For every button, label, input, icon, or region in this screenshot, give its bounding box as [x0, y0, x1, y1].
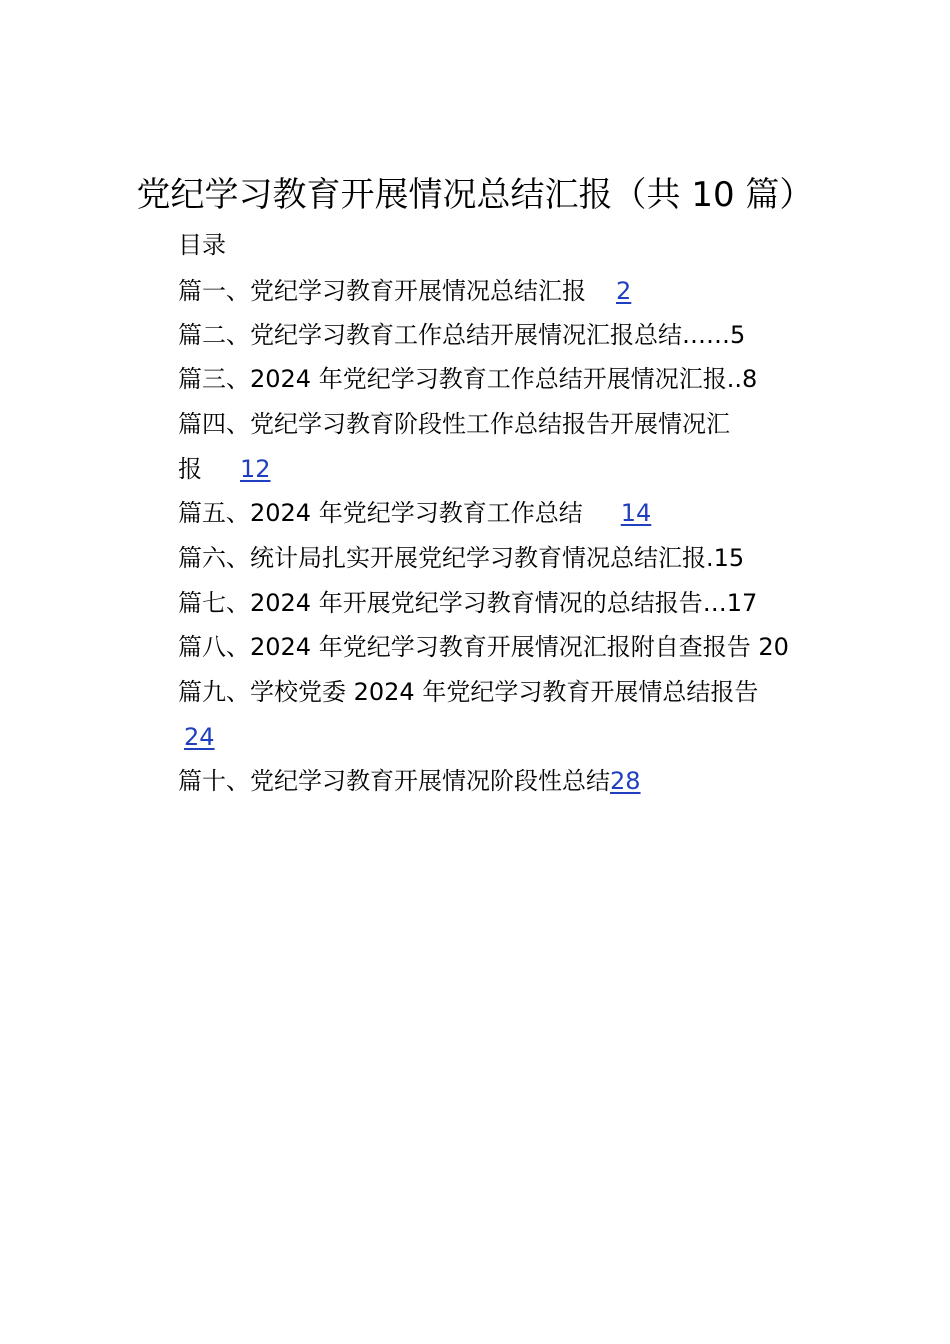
toc-entry-text: 篇十、党纪学习教育开展情况阶段性总结	[178, 767, 610, 795]
toc-page-link[interactable]: 28	[610, 767, 641, 795]
toc-entry-text: 篇五、2024 年党纪学习教育工作总结	[178, 499, 583, 527]
toc-entry-6[interactable]	[178, 541, 744, 575]
toc-entry-2[interactable]	[178, 318, 745, 352]
toc-entry-text: 篇一、党纪学习教育开展情况总结汇报	[178, 277, 586, 305]
toc-entry-text: 篇九、学校党委 2024 年党纪学习教育开展情总结报告	[178, 678, 759, 706]
toc-entry-10	[178, 764, 641, 798]
toc-entry-text: 篇三、2024 年党纪学习教育工作总结开展情况汇报..8	[178, 365, 758, 393]
toc-page-link[interactable]: 2	[616, 277, 632, 305]
toc-entry-text: 篇四、党纪学习教育阶段性工作总结报告开展情况汇	[178, 410, 730, 438]
toc-entry-8[interactable]	[178, 630, 789, 664]
toc-entry-9-continued	[184, 720, 215, 754]
toc-entry-text: 篇六、统计局扎实开展党纪学习教育情况总结汇报.15	[178, 544, 745, 572]
toc-entry-text: 篇七、2024 年开展党纪学习教育情况的总结报告…17	[178, 589, 758, 617]
toc-entry-5	[178, 496, 651, 530]
toc-entry-4	[178, 407, 730, 441]
toc-entry-text-continued: 报	[178, 455, 202, 483]
toc-entry-3[interactable]	[178, 362, 757, 396]
toc-entry-4-continued	[178, 452, 271, 486]
toc-heading: 目录	[178, 231, 226, 259]
toc-page-link[interactable]: 12	[240, 455, 271, 483]
toc-entry-7[interactable]	[178, 586, 757, 620]
toc-entry-text: 篇二、党纪学习教育工作总结开展情况汇报总结……5	[178, 321, 746, 349]
toc-entry-text: 篇八、2024 年党纪学习教育开展情况汇报附自查报告 20	[178, 633, 789, 661]
toc-entry-1	[178, 274, 631, 308]
toc-page-link[interactable]: 24	[184, 723, 215, 751]
document-title: 党纪学习教育开展情况总结汇报（共 10 篇）	[136, 175, 814, 215]
toc-page-link[interactable]: 14	[620, 499, 652, 527]
toc-entry-9	[178, 675, 758, 709]
